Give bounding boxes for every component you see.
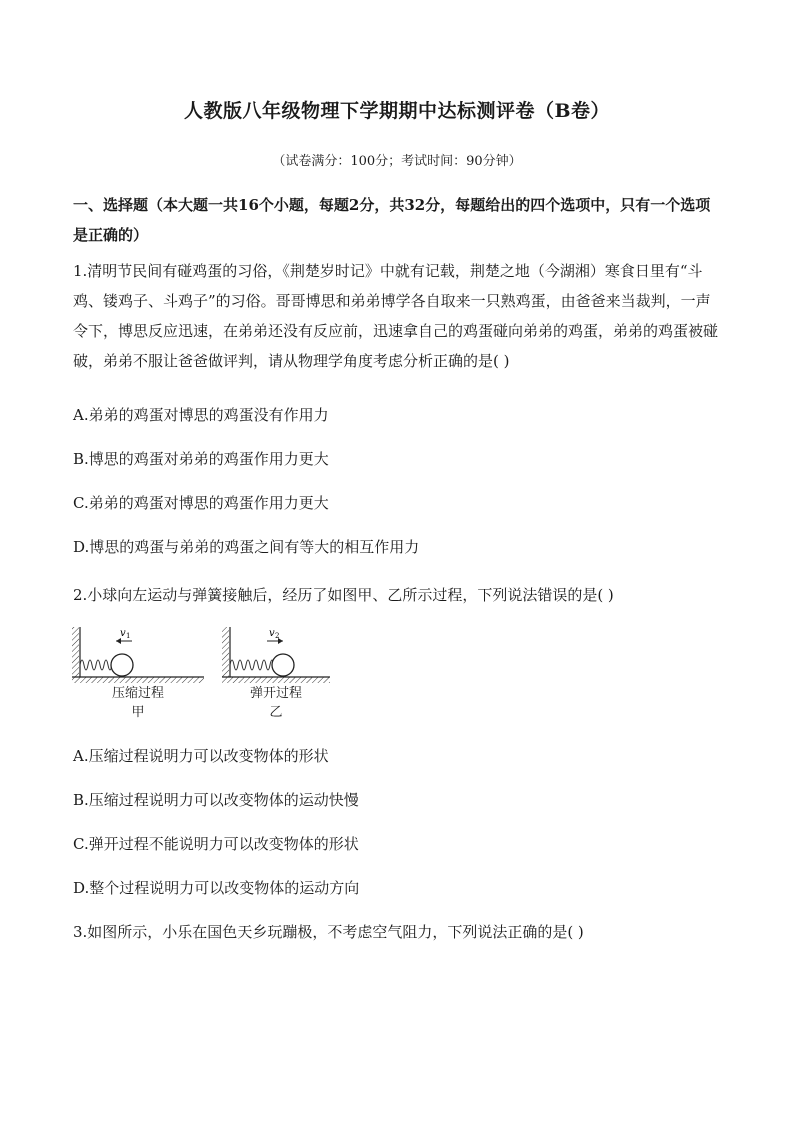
question-2-option-b: B.压缩过程说明力可以改变物体的运动快慢 [73, 791, 359, 809]
velocity-v2-subscript: 2 [275, 632, 280, 640]
question-1-option-c: C.弟弟的鸡蛋对博思的鸡蛋作用力更大 [73, 494, 329, 512]
question-2-stem: 2.小球向左运动与弹簧接触后，经历了如图甲、乙所示过程，下列说法错误的是( ) [73, 586, 614, 604]
figure-right-tag: 乙 [269, 705, 283, 720]
document-title: 人教版八年级物理下学期期中达标测评卷（B卷） [183, 100, 611, 122]
figure-left-caption: 压缩过程 [111, 686, 164, 701]
figure-left-panel [72, 627, 204, 683]
velocity-v1-label: v [120, 628, 126, 639]
figure-right-caption: 弹开过程 [249, 686, 302, 701]
question-3-stem: 3.如图所示，小乐在国色天乡玩蹦极，不考虑空气阻力，下列说法正确的是( ) [73, 923, 584, 941]
figure-left-tag: 甲 [131, 705, 145, 720]
question-2-option-c: C.弹开过程不能说明力可以改变物体的形状 [73, 835, 359, 853]
section-heading: 一、选择题（本大题一共16个小题，每题2分，共32分，每题给出的四个选项中，只有一个选项是正确的） [73, 196, 711, 244]
question-2-option-a: A.压缩过程说明力可以改变物体的形状 [73, 747, 329, 765]
question-1-option-b: B.博思的鸡蛋对弟弟的鸡蛋作用力更大 [73, 450, 329, 468]
question-1-option-d: D.博思的鸡蛋与弟弟的鸡蛋之间有等大的相互作用力 [73, 538, 420, 556]
question-2-option-d: D.整个过程说明力可以改变物体的运动方向 [73, 879, 360, 897]
velocity-v1-subscript: 1 [126, 632, 131, 640]
document-subtitle: （试卷满分：100分；考试时间：90分钟） [272, 154, 522, 169]
figure-right-panel [222, 627, 330, 683]
question-1-option-a: A.弟弟的鸡蛋对博思的鸡蛋没有作用力 [73, 406, 329, 424]
velocity-v2-label: v [269, 628, 275, 639]
question-1-stem: 1.清明节民间有碰鸡蛋的习俗，《荆楚岁时记》中就有记载，荆楚之地（今湖湘）寒食日里有“斗鸡、镂鸡子、斗鸡子”的习俗。哥哥博思和弟弟博学各自取来一只熟鸡蛋，由爸爸来当裁判，一声令下，博思反应迅速，在弟弟还没有反应前，迅速拿自己的鸡蛋碰向弟弟的鸡蛋，弟弟的鸡蛋被碰破，弟弟不服让爸爸做评判，请从物理学角度考虑分析正确的是( ) [73, 262, 719, 370]
spring-ball-figure [70, 625, 350, 725]
